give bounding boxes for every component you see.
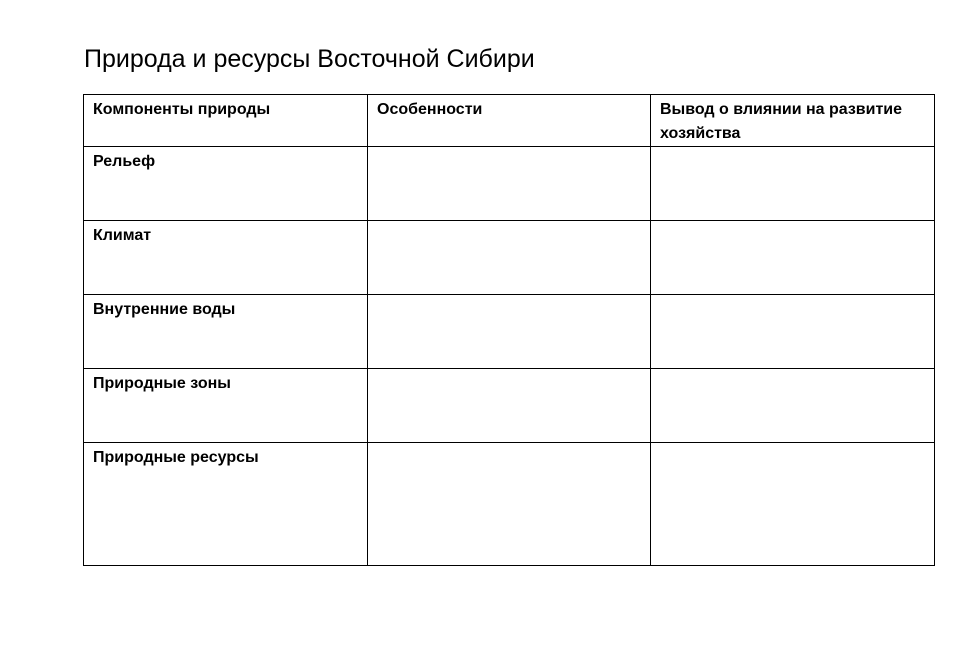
header-features: Особенности (368, 95, 651, 147)
table-row-climate (84, 221, 935, 295)
cell-features-natural-zones[interactable] (368, 369, 651, 443)
cell-component-natural-resources: Природные ресурсы (84, 443, 368, 566)
cell-component-inland-waters: Внутренние воды (84, 295, 368, 369)
cell-features-natural-resources[interactable] (368, 443, 651, 566)
table-row-natural-zones (84, 369, 935, 443)
cell-component-natural-zones: Природные зоны (84, 369, 368, 443)
cell-conclusion-relief[interactable] (651, 147, 935, 221)
cell-component-relief: Рельеф (84, 147, 368, 221)
header-conclusion: Вывод о влиянии на развитие хозяйства (651, 95, 935, 147)
table-header-row (84, 95, 935, 147)
cell-conclusion-natural-resources[interactable] (651, 443, 935, 566)
cell-component-climate: Климат (84, 221, 368, 295)
cell-conclusion-climate[interactable] (651, 221, 935, 295)
table-row-inland-waters (84, 295, 935, 369)
table-row-natural-resources (84, 443, 935, 566)
header-components: Компоненты природы (84, 95, 368, 147)
document-title: Природа и ресурсы Восточной Сибири (84, 45, 535, 73)
worksheet-table (83, 94, 935, 566)
cell-conclusion-inland-waters[interactable] (651, 295, 935, 369)
cell-features-inland-waters[interactable] (368, 295, 651, 369)
cell-features-relief[interactable] (368, 147, 651, 221)
cell-features-climate[interactable] (368, 221, 651, 295)
table-row-relief (84, 147, 935, 221)
cell-conclusion-natural-zones[interactable] (651, 369, 935, 443)
